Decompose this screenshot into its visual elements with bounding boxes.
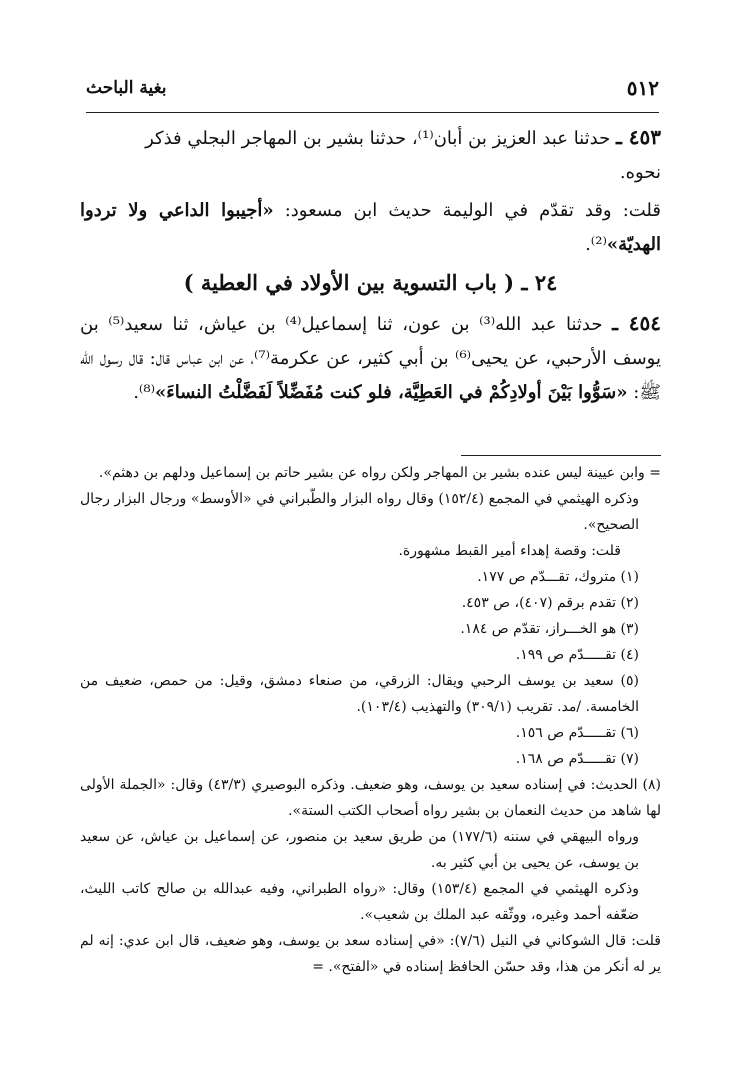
footnote-6: (٦) تقـــــدّم ص ١٥٦.: [515, 725, 639, 741]
footnote-text: وذكره الهيثمي في المجمع (١٥٣/٤) وقال: «رواه الطبراني، وفيه عبدالله بن صالح كاتب الليث، ضعّفه أحمد وغيره، ووثّقه عبد الملك بن شعيب».: [80, 881, 640, 923]
page-number: ٥١٢: [626, 76, 659, 100]
book-title: بغية الباحث: [86, 78, 167, 98]
author-comment: [80, 194, 661, 262]
footnote-2: (٢) تقدم برقم (٤٠٧)، ص ٤٥٣.: [461, 595, 639, 611]
footnote-3: (٣) هو الخـــراز، تقدّم ص ١٨٤.: [460, 621, 639, 637]
hadith-454: [80, 306, 661, 410]
main-text: [80, 120, 661, 414]
footnote-text: ورواه البيهقي في سننه (١٧٧/٦) من طريق سعيد بن منصور، عن إسماعيل بن عياش، عن سعيد بن يوسف، عن يحيى بن أبي كثير به.: [80, 829, 639, 871]
footnote-4: (٤) تقـــــدّم ص ١٩٩.: [515, 647, 639, 663]
footnote-continuation: = وابن عيينة ليس عنده بشير بن المهاجر ولكن رواه عن بشير حاتم بن إسماعيل ودلهم بن دهثم».: [98, 465, 661, 481]
footnote-text: وذكره الهيثمي في المجمع (١٥٢/٤) وقال رواه البزار والطّبراني في «الأوسط» ورجال البزار رجال الصحيح».: [80, 491, 639, 533]
footnote-5: (٥) سعيد بن يوسف الرحبي ويقال: الزرقي، من صنعاء دمشق، وقيل: من حمص، ضعيف من الخامسة. /مد. تقريب (٣٠٩/١) والتهذيب (١٠٣/٤).: [80, 673, 639, 715]
footnote-8: (٨) الحديث: في إسناده سعيد بن يوسف، وهو ضعيف. وذكره البوصيري (٤٣/٣) وقال: «الجملة الأولى لها شاهد من حديث النعمان بن بشير رواه أصحاب الكتب الستة».: [80, 777, 661, 819]
footnote-ref: ⁽⁸⁾.: [133, 382, 155, 403]
footnote-text: قلت: وقصة إهداء أمير القبط مشهورة.: [398, 543, 621, 559]
hadith-text: حدثنا عبد العزيز بن أبان⁽¹⁾، حدثنا بشير بن المهاجر البجلي فذكر: [145, 128, 611, 149]
footnotes: [80, 460, 661, 980]
footnote-1: (١) متروك، تقـــدّم ص ١٧٧.: [477, 569, 639, 585]
comment-prefix: قلت: وقد تقدّم في الوليمة حديث ابن مسعود:: [284, 200, 661, 221]
hadith-text: نحوه.: [619, 162, 661, 183]
hadith-number: ٤٥٤ ـ: [612, 311, 661, 335]
footnote-ref: ⁽²⁾.: [585, 234, 607, 255]
footnote-7: (٧) تقـــــدّم ص ١٦٨.: [515, 751, 639, 767]
chapter-heading: ٢٤ ـ ( باب التسوية بين الأولاد في العطية ): [183, 270, 558, 295]
hadith-number: ٤٥٣ ـ: [615, 125, 661, 149]
hadith-453: [80, 120, 661, 190]
footnote-separator: [461, 455, 661, 456]
hadith-quote: «أجيبوا الداعي ولا تردوا الهديّة»: [80, 200, 661, 255]
hadith-text: حدثنا عبد الله⁽³⁾ بن عون، ثنا إسماعيل⁽⁴⁾ بن عياش، ثنا سعيد⁽⁵⁾ بن يوسف الأرحبي، عن يحيى⁽⁶⁾ بن أبي كثير، عن عكرمة⁽⁷⁾، عن ابن عباس قال: قال رسول الله ﷺ:: [80, 314, 661, 403]
footnote-text: قلت: قال الشوكاني في النيل (٧/٦): «في إسناده سعد بن يوسف، وهو ضعيف، قال ابن عدي: إنه لم ير له أنكر من هذا، وقد حسّن الحافظ إسناده في «الفتح». =: [80, 933, 661, 975]
hadith-quote: «سَوُّوا بَيْنَ أولادِكُمْ في العَطِيَّة، فلو كنت مُفَضِّلاً لَفَضَّلْتُ النساءَ»: [154, 382, 628, 403]
page-header: [86, 70, 659, 113]
